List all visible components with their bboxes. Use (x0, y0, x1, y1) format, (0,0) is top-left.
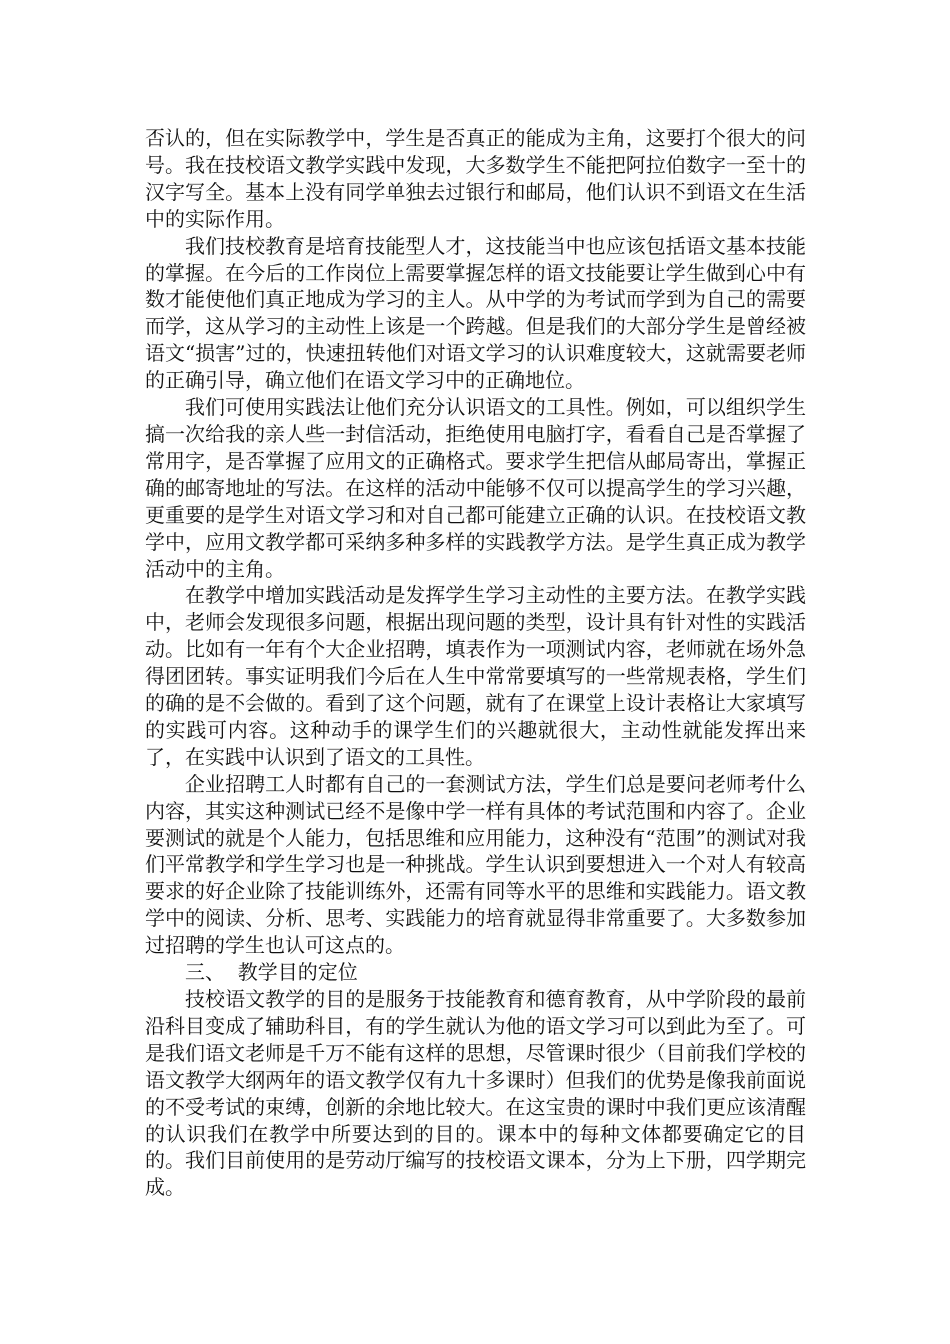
paragraph-4: 在教学中增加实践活动是发挥学生学习主动性的主要方法。在教学实践中，老师会发现很多问题，根据出现问题的类型，设计具有针对性的实践活动。比如有一年有个大企业招聘，填表作为一项测试内容，老师就在场外急得团团转。事实证明我们今后在人生中常常要填写的一些常规表格，学生们的确的是不会做的。看到了这个问题，就有了在课堂上设计表格让大家填写的实践可内容。这种动手的课学生们的兴趣就很大，主动性就能发挥出来了，在实践中认识到了语文的工具性。 (145, 583, 806, 769)
document-page (145, 125, 806, 1201)
paragraph-1: 否认的，但在实际教学中，学生是否真正的能成为主角，这要打个很大的问号。我在技校语文教学实践中发现，大多数学生不能把阿拉伯数字一至十的汉字写全。基本上没有同学单独去过银行和邮局，他们认识不到语文在生活中的实际作用。 (145, 126, 806, 231)
paragraph-3: 我们可使用实践法让他们充分认识语文的工具性。例如，可以组织学生搞一次给我的亲人些一封信活动，拒绝使用电脑打字，看看自己是否掌握了常用字，是否掌握了应用文的正确格式。要求学生把信从邮局寄出，掌握正确的邮寄地址的写法。在这样的活动中能够不仅可以提高学生的学习兴趣，更重要的是学生对语文学习和对自己都可能建立正确的认识。在技校语文教学中，应用文教学都可采纳多种多样的实践教学方法。是学生真正成为教学活动中的主角。 (145, 395, 806, 581)
section-heading: 三、 教学目的定位 (185, 960, 358, 985)
paragraph-5: 企业招聘工人时都有自己的一套测试方法，学生们总是要问老师考什么内容，其实这种测试已经不是像中学一样有具体的考试范围和内容了。企业要测试的就是个人能力，包括思维和应用能力，这种没有“范围”的测试对我们平常教学和学生学习也是一种挑战。学生认识到要想进入一个对人有较高要求的好企业除了技能训练外，还需有同等水平的思维和实践能力。语文教学中的阅读、分析、思考、实践能力的培育就显得非常重要了。大多数参加过招聘的学生也认可这点的。 (145, 771, 806, 958)
paragraph-2: 我们技校教育是培育技能型人才，这技能当中也应该包括语文基本技能的掌握。在今后的工作岗位上需要掌握怎样的语文技能要让学生做到心中有数才能使他们真正地成为学习的主人。从中学的为考试而学到为自己的需要而学，这从学习的主动性上该是一个跨越。但是我们的大部分学生是曾经被语文“损害”过的，快速扭转他们对语文学习的认识难度较大，这就需要老师的正确引导，确立他们在语文学习中的正确地位。 (145, 233, 806, 393)
paragraph-6: 技校语文教学的目的是服务于技能教育和德育教育，从中学阶段的最前沿科目变成了辅助科目，有的学生就认为他的语文学习可以到此为至了。可是我们语文老师是千万不能有这样的思想，尽管课时很少（目前我们学校的语文教学大纲两年的语文教学仅有九十多课时）但我们的优势是像我前面说的不受考试的束缚，创新的余地比较大。在这宝贵的课时中我们更应该清醒的认识我们在教学中所要达到的目的。课本中的每种文体都要确定它的目的。我们目前使用的是劳动厅编写的技校语文课本，分为上下册，四学期完成。 (145, 987, 806, 1200)
